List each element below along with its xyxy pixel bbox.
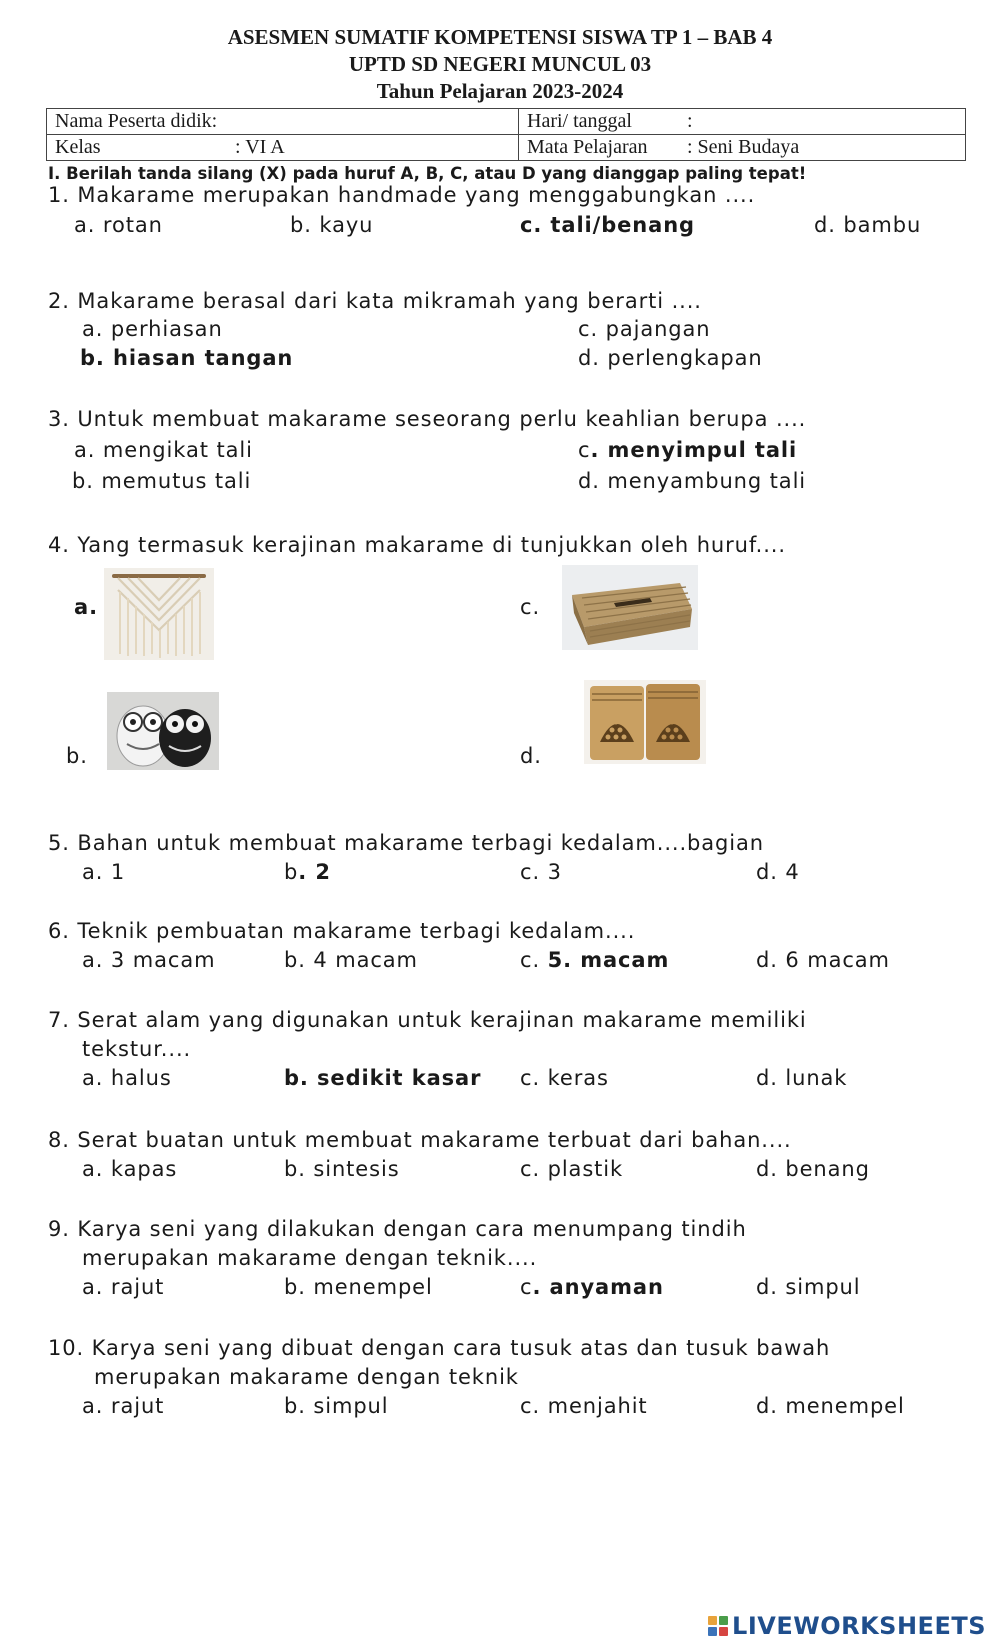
q6-option-c[interactable] <box>520 947 669 973</box>
q4-option-c[interactable]: c. <box>520 595 541 619</box>
q10-option-c[interactable]: c. menjahit <box>520 1394 648 1418</box>
q5-option-a[interactable]: a. 1 <box>82 860 126 884</box>
hari-colon: : <box>687 110 693 132</box>
q5-option-b-text: . 2 <box>298 860 331 884</box>
q5-option-c[interactable]: c. 3 <box>520 860 562 884</box>
q4-option-b[interactable]: b. <box>66 744 88 768</box>
q8-option-d[interactable]: d. benang <box>756 1157 870 1181</box>
q10-option-d[interactable]: d. menempel <box>756 1394 905 1418</box>
macrame-wall-hanging-image <box>104 568 214 660</box>
q7-option-a[interactable]: a. halus <box>82 1066 172 1090</box>
q2-option-c[interactable]: c. pajangan <box>578 317 711 341</box>
q3-option-a[interactable]: a. mengikat tali <box>74 438 253 462</box>
q6-option-a[interactable]: a. 3 macam <box>82 948 216 972</box>
q9-option-c-text: . anyaman <box>532 1275 664 1299</box>
q9-option-d[interactable]: d. simpul <box>756 1275 861 1299</box>
instruction-text: I. Berilah tanda silang (X) pada huruf A, B, C, atau D yang dianggap paling tepat! <box>48 164 807 183</box>
mapel-label: Mata Pelajaran <box>527 136 648 158</box>
q5-option-b[interactable] <box>284 859 331 885</box>
q10-option-b[interactable]: b. simpul <box>284 1394 389 1418</box>
question-4: 4. Yang termasuk kerajinan makarame di tunjukkan oleh huruf.... <box>48 533 786 557</box>
q3-option-c[interactable] <box>578 437 797 463</box>
q7-option-b[interactable]: b. sedikit kasar <box>284 1066 482 1090</box>
title-line-3: Tahun Pelajaran 2023-2024 <box>376 79 624 103</box>
q1-option-d[interactable]: d. bambu <box>814 213 922 237</box>
question-5: 5. Bahan untuk membuat makarame terbagi kedalam....bagian <box>48 831 764 855</box>
mapel-cell <box>519 135 966 161</box>
q3-option-b[interactable]: b. memutus tali <box>72 469 252 493</box>
q8-option-b[interactable]: b. sintesis <box>284 1157 400 1181</box>
q7-option-d[interactable]: d. lunak <box>756 1066 848 1090</box>
title-line-2: UPTD SD NEGERI MUNCUL 03 <box>348 52 652 76</box>
owl-bottle-craft-image <box>107 692 219 770</box>
question-6: 6. Teknik pembuatan makarame terbagi kedalam.... <box>48 919 636 943</box>
q2-option-d[interactable]: d. perlengkapan <box>578 346 763 370</box>
hari-cell[interactable] <box>519 109 966 135</box>
q1-option-b[interactable]: b. kayu <box>290 213 374 237</box>
q1-option-c[interactable]: c. tali/benang <box>520 213 695 237</box>
question-8: 8. Serat buatan untuk membuat makarame terbuat dari bahan.... <box>48 1128 792 1152</box>
question-1: 1. Makarame merupakan handmade yang menggabungkan .... <box>48 183 756 207</box>
q8-option-c[interactable]: c. plastik <box>520 1157 624 1181</box>
question-7-continued: tekstur.... <box>82 1037 192 1061</box>
q6-option-c-letter: c. <box>520 948 548 972</box>
q9-option-b[interactable]: b. menempel <box>284 1275 433 1299</box>
kelas-value: : VI A <box>235 136 285 158</box>
q3-option-d[interactable]: d. menyambung tali <box>578 469 807 493</box>
hari-label: Hari/ tanggal <box>527 110 632 132</box>
q9-option-c[interactable] <box>520 1274 664 1300</box>
q1-option-a[interactable]: a. rotan <box>74 213 163 237</box>
q9-option-a[interactable]: a. rajut <box>82 1275 165 1299</box>
title-line-1: ASESMEN SUMATIF KOMPETENSI SISWA TP 1 – BAB 4 <box>227 25 773 49</box>
question-9-continued: merupakan makarame dengan teknik.... <box>82 1246 538 1270</box>
q9-option-c-letter: c <box>520 1275 533 1299</box>
q2-option-a[interactable]: a. perhiasan <box>82 317 223 341</box>
q4-option-a[interactable]: a. <box>74 595 98 619</box>
kelas-label: Kelas <box>55 136 101 158</box>
woven-tissue-box-image <box>562 565 698 650</box>
nama-label: Nama Peserta didik: <box>55 110 218 132</box>
question-10-continued: merupakan makarame dengan teknik <box>94 1365 519 1389</box>
nama-cell[interactable] <box>47 109 519 135</box>
question-10: 10. Karya seni yang dibuat dengan cara tusuk atas dan tusuk bawah <box>48 1336 831 1360</box>
q6-option-d[interactable]: d. 6 macam <box>756 948 890 972</box>
q2-option-b[interactable]: b. hiasan tangan <box>80 346 294 370</box>
q4-option-d[interactable]: d. <box>520 744 542 768</box>
q5-option-b-letter: b <box>284 860 299 884</box>
mapel-value: : Seni Budaya <box>687 136 800 158</box>
question-7: 7. Serat alam yang digunakan untuk kerajinan makarame memiliki <box>48 1008 807 1032</box>
q10-option-a[interactable]: a. rajut <box>82 1394 165 1418</box>
question-3: 3. Untuk membuat makarame seseorang perlu keahlian berupa .... <box>48 407 807 431</box>
kelas-cell <box>47 135 519 161</box>
q5-option-d[interactable]: d. 4 <box>756 860 800 884</box>
brand-name: LIVEWORKSHEETS <box>732 1612 986 1640</box>
q6-option-b[interactable]: b. 4 macam <box>284 948 418 972</box>
q8-option-a[interactable]: a. kapas <box>82 1157 178 1181</box>
student-info-table <box>46 108 966 161</box>
q3-option-c-text: . menyimpul tali <box>590 438 798 462</box>
liveworksheets-logo <box>708 1612 986 1640</box>
q6-option-c-text: 5. macam <box>547 948 670 972</box>
question-2: 2. Makarame berasal dari kata mikramah yang berarti .... <box>48 289 702 313</box>
liveworksheets-icon <box>708 1616 728 1636</box>
q3-option-c-letter: c <box>578 438 591 462</box>
bamboo-pen-holder-image <box>584 680 706 764</box>
q7-option-c[interactable]: c. keras <box>520 1066 609 1090</box>
question-9: 9. Karya seni yang dilakukan dengan cara menumpang tindih <box>48 1217 747 1241</box>
